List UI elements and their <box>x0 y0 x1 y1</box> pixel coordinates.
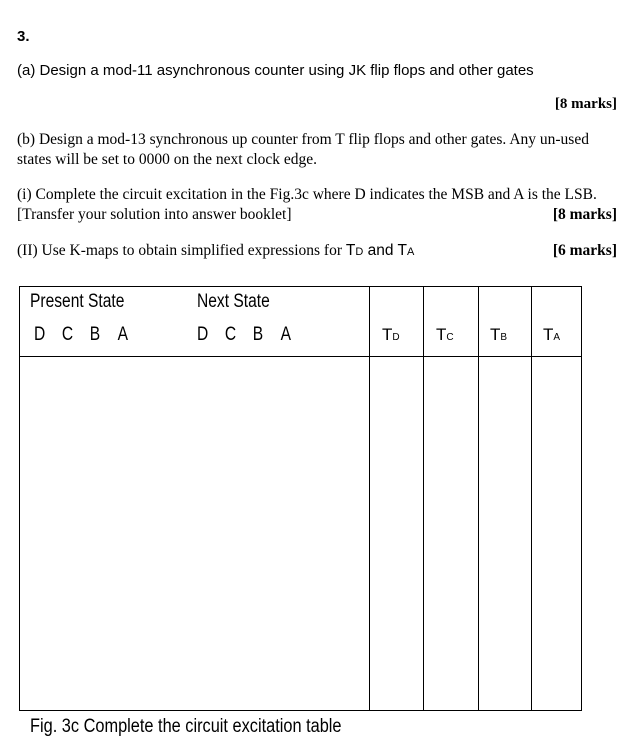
part-ii-and: and <box>363 242 398 259</box>
excitation-table <box>19 286 582 711</box>
header-td: TD <box>382 325 400 344</box>
part-ii-prefix: (II) Use K-maps to obtain simplified expressions for <box>17 242 346 259</box>
next-bit-b: B <box>252 324 264 345</box>
part-i-text-line1: (i) Complete the circuit excitation in the Fig.3c where D indicates the MSB and A is the LSB. <box>17 186 597 203</box>
part-ii-text <box>17 242 414 260</box>
present-state-bits <box>34 324 146 346</box>
part-ii-marks: [6 marks] <box>552 242 617 259</box>
column-divider-td <box>369 287 370 710</box>
present-bit-c: C <box>61 324 74 345</box>
column-divider-tc <box>423 287 424 710</box>
next-bit-d: D <box>197 324 209 345</box>
next-bit-c: C <box>224 324 237 345</box>
present-bit-b: B <box>89 324 101 345</box>
present-bit-a: A <box>117 324 129 345</box>
part-ii-t-d: TD <box>345 242 364 259</box>
part-a-text: (a) Design a mod-11 asynchronous counter using JK flip flops and other gates <box>17 62 534 79</box>
part-i-marks: [8 marks] <box>552 206 617 223</box>
column-divider-tb <box>478 287 479 710</box>
question-number: 3. <box>17 28 30 45</box>
next-state-label: Next State <box>197 291 270 312</box>
next-bit-a: A <box>280 324 292 345</box>
part-i-text-line2: [Transfer your solution into answer booklet] <box>17 206 292 223</box>
column-divider-ta <box>531 287 532 710</box>
header-tb: TB <box>490 325 508 344</box>
part-a-marks: [8 marks] <box>554 96 617 112</box>
part-b-text-line2: states will be set to 0000 on the next clock edge. <box>17 151 318 168</box>
present-state-label: Present State <box>30 291 125 312</box>
part-ii-t-a: TA <box>397 242 415 259</box>
header-tc: TC <box>436 325 454 344</box>
part-b-text-line1: (b) Design a mod-13 synchronous up counter from T flip flops and other gates. Any un-used <box>17 131 589 148</box>
next-state-bits <box>197 324 309 346</box>
header-ta: TA <box>543 325 561 344</box>
header-divider <box>20 356 581 357</box>
figure-caption: Fig. 3c Complete the circuit excitation table <box>30 716 342 737</box>
present-bit-d: D <box>34 324 46 345</box>
